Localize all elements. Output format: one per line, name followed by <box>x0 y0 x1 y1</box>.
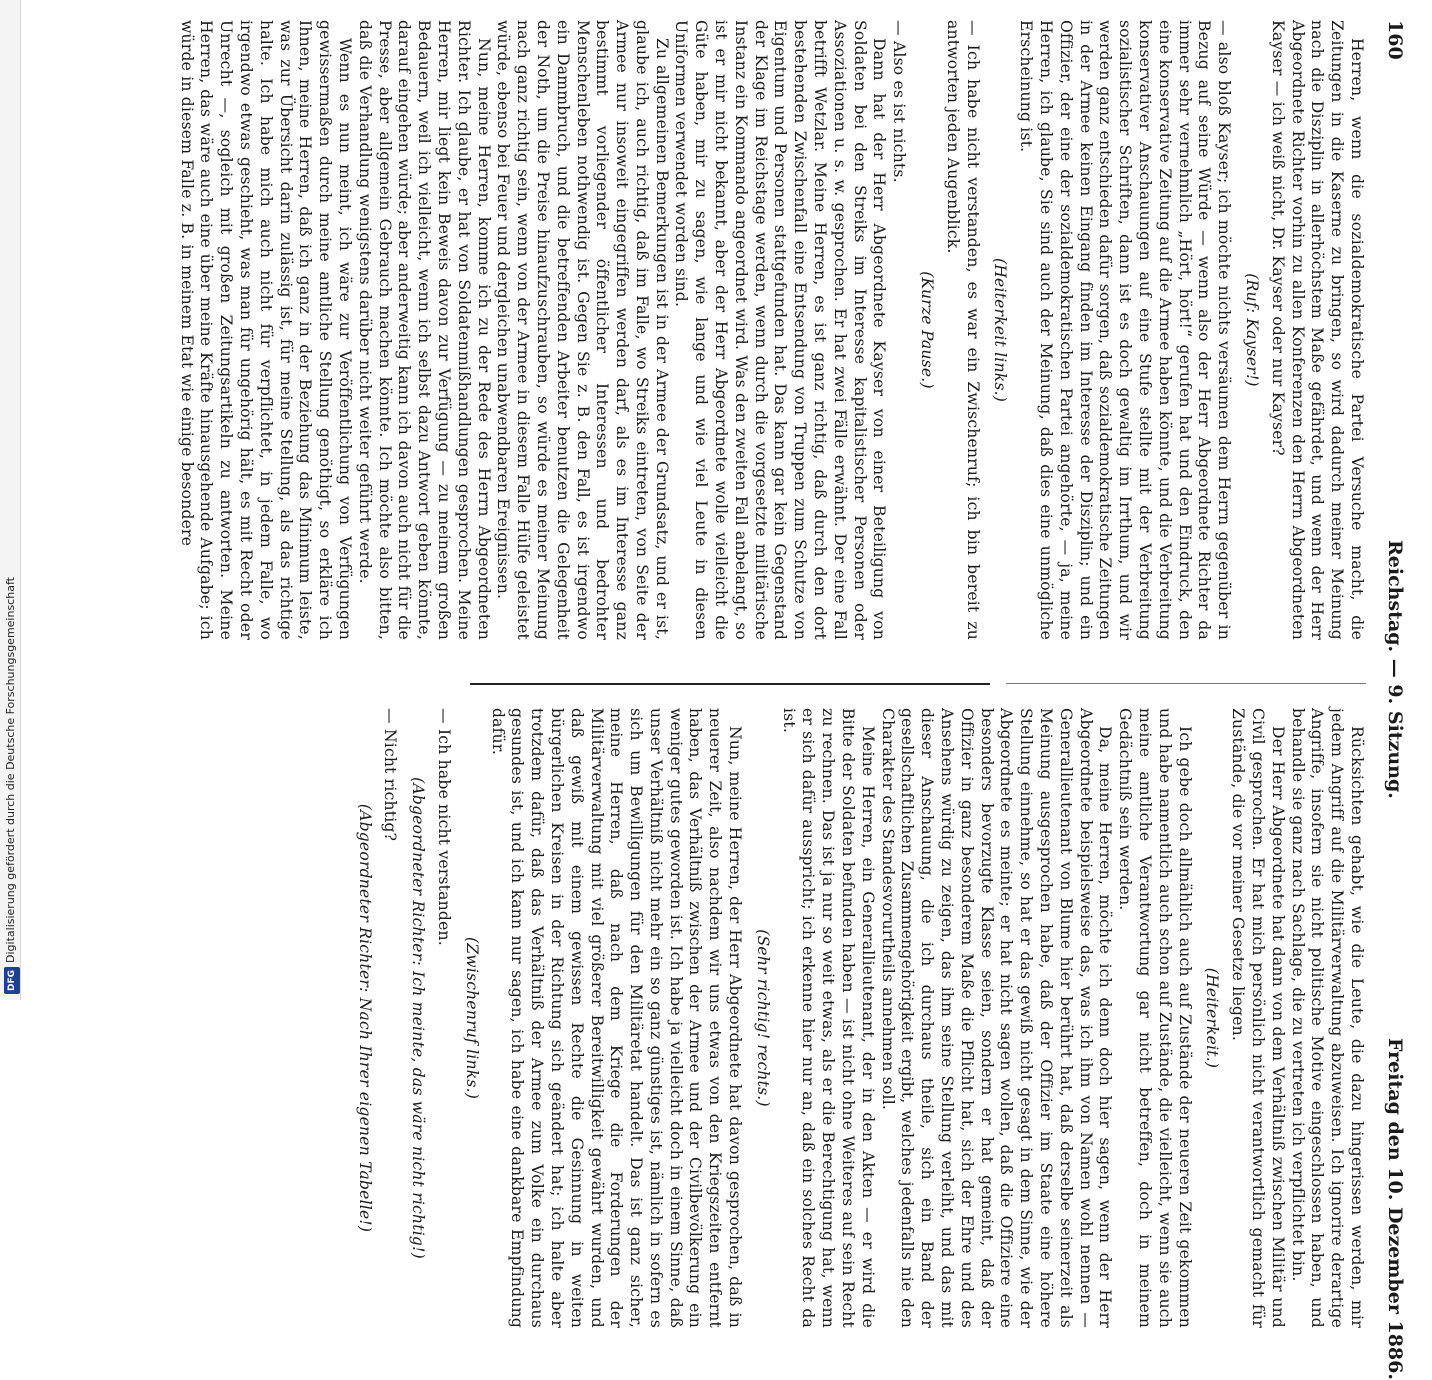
paragraph: Rücksichten gehabt, wie die Leute, die dazu hingerissen werden, mir jedem Angriff auf die Militärverwaltung abzuweisen. Ich ignorire derartige Angriffe, insofern sie nicht politische Motive eingeschlossen haben, und behandle sie ganz nach Sachlage, die zu vertreten ich verpflichtet bin. <box>1288 708 1366 1328</box>
paragraph: (Kurze Pause.) <box>918 271 937 389</box>
paragraph: (Sehr richtig! rechts.) <box>753 929 772 1107</box>
running-title: Reichstag. — 9. Sitzung. <box>1384 540 1406 799</box>
paragraph: Nun, meine Herren, komme ich zu der Rede des Herrn Abgeordneten Richter. Ich glaube, er hat von Soldatenmißhandlungen gesprochen. Meine Herren, mir liegt kein Beweis davon zur Verfügung — zu meinem großen Bedauern, weil ich vielleicht, wenn ich selbst dazu Antwort geben könnte, darauf eingehen würde; aber anderweitig kann ich davon auch nicht für die Presse, aber allgemein Gebrauch machen könnte. Ich möchte also bitten, daß die Verhandlung wenigstens darüber nicht weiter geführt werde. <box>355 20 493 640</box>
paragraph: Da, meine Herren, möchte ich denn doch hier sagen, wenn der Herr Abgeordnete beispielsweise das, was ich ihm von Namen wohl nennen — Generallieutenant von Blume hier berührt hat, daß derselbe seinerzeit als Meinung ausgesprochen habe, daß der Offizier im Staate eine höhere Stellung einnehme, so hat er das gewiß nicht gesagt in dem Sinne, wie der Abgeordnete es meinte; er hat nicht sagen wollen, daß die Offiziere eine besonders bevorzugte Klasse seien, sondern er hat gemeint, daß der Offizier in ganz besonderem Maße die Pflicht hat, sich der Ehre und des Ansehens würdig zu zeigen, das ihm seine Stellung verleiht, und das mit dieser Anschauung, die ich durchaus theile, sich ein Band der gesellschaftlichen Zusammengehörigkeit ergibt, welches jedenfalls nie den Charakter des Standesvorurtheils annehmen soll. <box>878 708 1115 1328</box>
paragraph: Dann hat der Herr Abgeordnete Kayser von einer Beteiligung von Soldaten bei den Streiks im Interesse kapitalistischer Personen oder Assoziationen u. s. w. gesprochen. Er hat zwei Fälle erwähnt. Der eine Fall betrifft Wetzlar. Meine Herren, es ist ganz richtig, daß durch den dort bestehenden Zwischenfall eine Entsendung von Truppen zum Schutze von Eigentum und Personen stattgefunden hat. Das kann gar kein Gegenstand der Klage im Reichstage werden, wenn durch die vorgesetzte militärische Instanz ein Kommando angeordnet wird. Was den zweiten Fall anbelangt, so ist er mir nicht bekannt, aber der Herr Abgeordnete wolle vielleicht die Güte haben, mir zu sagen, wie lange und wie viel Leute in diesen Uniformen verwendet worden sind. <box>672 20 889 640</box>
paragraph: (Heiterkeit.) <box>1203 967 1222 1069</box>
page-header <box>1374 20 1406 1380</box>
page-number: 160 <box>1384 20 1406 60</box>
paragraph: (Zwischenruf links.) <box>462 936 481 1100</box>
paragraph: — Also es ist nichts. <box>890 20 909 183</box>
dfg-logo: DFG <box>4 967 20 994</box>
paragraph: (Abgeordneter Richter: Nach Ihrer eigenen Tabelle!) <box>355 803 374 1233</box>
paragraph: Nun, meine Herren, der Herr Abgeordnete hat davon gesprochen, daß in neuerer Zeit, also nachdem wir uns etwas von den Kriegszeiten entfernt haben, das Verhältniß zwischen der Armee und der Civilbevölkerung ein weniger gutes geworden ist. Ich habe ja vielleicht doch in einem Sinne, daß unser Verhältniß nicht mehr ein so ganz günstiges ist, nämlich in sofern es sich um Bewilligungen für den Militäretat handelt. Das ist ganz sicher, meine Herren, daß nach dem Kriege die Forderungen der Militärverwaltung mit viel größerer Bereitwilligkeit gewährt wurden, und daß gewiß mit einem gewissen Rechte die Gesinnung in weiten bürgerlichen Kreisen in der Richtung sich geändert hat; ich halte aber trotzdem dafür, daß das Verhältniß der Armee zum Volke ein durchaus gesundes ist, und ich kann nur sagen, ich habe eine dankbare Empfindung dafür. <box>488 708 745 1328</box>
paragraph: Herren, wenn die sozialdemokratische Partei Versuche macht, die Zeitungen in die Kaserne zu bringen, so wird dadurch meiner Meinung nach die Disziplin in allerhöchstem Maße gefährdet, und wenn der Herr Abgeordnete Richter vorhin zu allen Konferenzen den Herrn Abgeordneten Kayser — ich weiß nicht, Dr. Kayser oder nur Kayser? <box>1268 20 1366 640</box>
paragraph: Der Herr Abgeordnete hat dann von dem Verhältniß zwischen Militär und Civil gesprochen. Er hat mich persönlich nicht verantwortlich gemacht für Zustände, die vor meiner Gesetze liegen. <box>1229 708 1287 1328</box>
paragraph: Meine Herren, ein Generallieutenant, der in den Akten — er wird die Bitte der Soldaten befunden haben — ist nicht ohne Weiteres auf sein Recht zu rechnen. Das ist ja nur so weit etwas, als er die Berechtigung hat, wenn er sich dafür ausspricht; ich erkenne hier nur an, daß ein solches Recht da ist. <box>779 708 877 1328</box>
paragraph: — Ich habe nicht verstanden, es war ein Zwischenruf; ich bin bereit zu antworten jeden Augenblick. <box>943 20 982 640</box>
paragraph: — Nicht richtig? <box>381 708 400 842</box>
left-text-column <box>177 20 1366 640</box>
right-text-column <box>355 708 1366 1328</box>
paragraph: — Ich habe nicht verstanden. <box>434 708 453 946</box>
paragraph: Wenn es nun meint, ich wäre zur Veröffentlichung von Verfügungen gewissermaßen durch meine amtliche Stellung genöthigt, so erkläre ich Ihnen, meine Herren, daß ich ganz in der Beziehung das Minimum leiste, was zur Übersicht darin zulässig ist, für meine Stellung, als das richtige halte. Ich habe mich auch nicht für verpflichtet, in jedem Falle, wo irgendwo etwas geschieht, was man für ungehörig hält, es mit Recht oder Unrecht —, sogleich mit großen Zeitungsartikeln zu antworten. Meine Herren, das wäre auch eine über meine Kräfte hinausgehende Aufgabe; ich würde in diesem Falle z. B. in meinem Etat wie einige besondere <box>177 20 354 640</box>
session-date: Freitag den 10. Dezember 1886. <box>1384 1038 1406 1380</box>
credit-text: Digitalisierung gefördert durch die Deutsche Forschungsgemeinschaft <box>4 577 17 963</box>
paragraph: Ich gebe doch allmählich auch auf Zustände der neueren Zeit gekommen und habe namentlich auch schon auf Zustände, die vielleicht, wenn sie auch meine amtliche Verantwortung gar nicht betreffen, doch in meinem Gedächtniß sein werden. <box>1116 708 1194 1328</box>
paragraph: (Ruf: Kayser!) <box>1243 273 1262 387</box>
paragraph: — also bloß Kayser; ich möchte nichts versäumen dem Herrn gegenüber in Bezug auf seine Würde — wenn also der Herr Abgeordnete Richter da immer sehr vernehmlich „Hört, hört!“ gerufen hat und den Eindruck, den eine konservative Zeitung auf die Armee haben könnte, und die Verbreitung konservativer Anschauungen auf eine Stufe stellte mit der Verbreitung sozialistischer Schriften, dann ist es doch gewaltig im Irrthum, und wir werden ganz entschieden dafür sorgen, daß sozialdemokratische Zeitungen in der Armee keinen Eingang finden im Interesse der Disziplin; und ein Offizier, der eine der sozialdemokratischen Partei angehörte, — ja, meine Herren, ich glaube, Sie sind auch der Meinung, daß dies eine unmögliche Erscheinung ist. <box>1017 20 1234 640</box>
paragraph: (Abgeordneter Richter: Ich meinte, das wäre nicht richtig!) <box>409 777 428 1259</box>
column-divider <box>470 683 990 685</box>
paragraph: Zu allgemeinen Bemerkungen ist in der Armee der Grundsatz, und er ist, glaube ich, auch richtig, daß im Falle, wo Streiks eintreten, von Seite der Armee nur insoweit eingegriffen werden darf, als es im Interesse ganz bestimmt vorliegender öffentlicher Interessen und bedrohter Menschenleben nothwendig ist. Gegen Sie z. B. den Fall, es ist irgendwo ein Dammbruch, und die betreffenden Arbeiter benutzen die Gelegenheit der Noth, um die Preise hinaufzuschrauben, so würde es meiner Meinung nach ganz richtig sein, wenn von der Armee in diesem Falle Hülfe geleistet würde, ebenso bei Feuer und dergleichen unabwendbaren Ereignissen. <box>494 20 671 640</box>
paragraph: (Heiterkeit links.) <box>991 257 1010 403</box>
column-rule-upper <box>1006 683 1366 684</box>
